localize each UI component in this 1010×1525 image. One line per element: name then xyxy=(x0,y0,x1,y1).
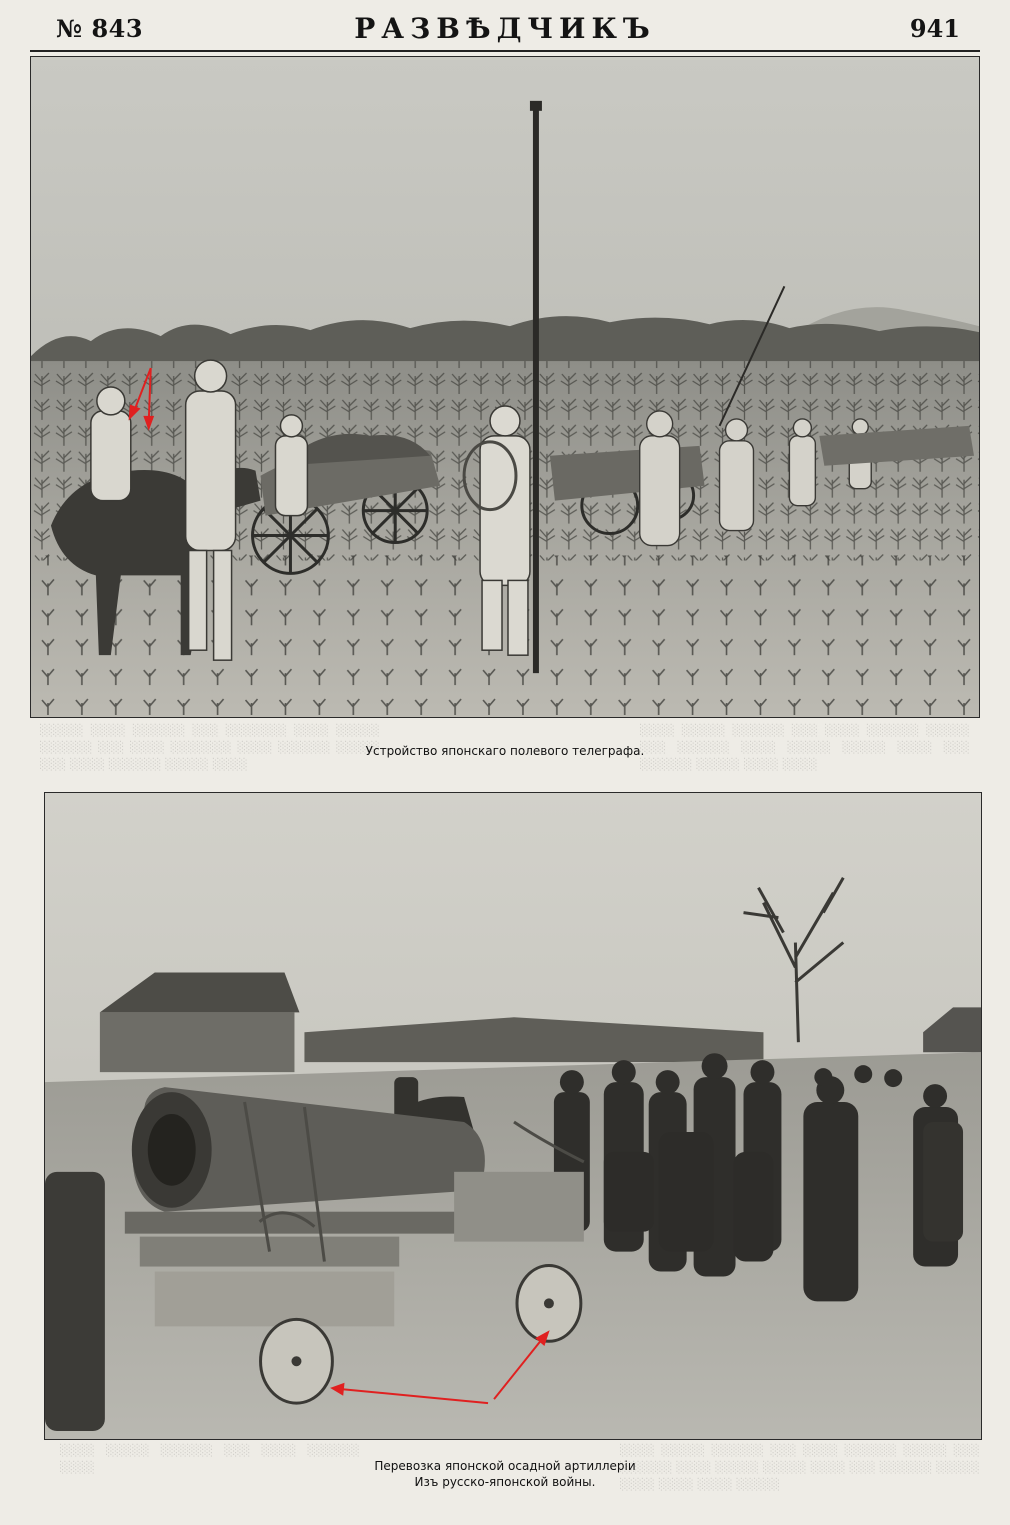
page-header xyxy=(0,0,1010,56)
masthead: РАЗВѢДЧИКЪ xyxy=(354,12,656,45)
show-through-texture: ░░░░░ ░░░░ ░░░░░░ ░░░ ░░░░░░░ ░░░░ ░░░░░ ░░░░░░ ░░░ ░░░░ ░░░░░░░ ░░░░ ░░░░░░ ░░░░░ ░░░ ░░░░ ░░░░░░ ░░░░░ ░░░░ xyxy=(40,724,380,771)
siege-artillery-illustration xyxy=(45,793,981,1439)
field-telegraph-illustration xyxy=(31,57,979,717)
header-rule xyxy=(30,50,980,52)
photo-siege-artillery xyxy=(44,792,982,1440)
caption-field-telegraph: Устройство японскаго полевого телеграфа. xyxy=(365,744,645,758)
photo-field-telegraph xyxy=(30,56,980,718)
show-through-texture-bottom-right: ░░░░ ░░░░░ ░░░░░░ ░░░ ░░░░ ░░░░░░ ░░░░░ ░░░ ░░░░░░ ░░░░ ░░░░░ ░░░░░ ░░░░ ░░░ ░░░░░░ ░░░░░ ░░░░ ░░░░ ░░░░ ░░░░░ xyxy=(620,1444,980,1491)
issue-number: № 843 xyxy=(56,14,144,43)
caption-siege-artillery xyxy=(0,1458,1010,1490)
caption-siege-artillery-line2: Изъ русско-японской войны. xyxy=(414,1475,596,1489)
caption-siege-artillery-line1: Перевозка японской осадной артиллерiи xyxy=(374,1459,636,1473)
page-number: 941 xyxy=(909,14,960,43)
show-through-texture-bottom: ░░░░ ░░░░░ ░░░░░░ ░░░ ░░░░ ░░░░░░ ░░░░ xyxy=(60,1444,360,1474)
show-through-texture-right: ░░░░ ░░░░░ ░░░░░░ ░░░ ░░░░ ░░░░░░ ░░░░░ ░░░ ░░░░░░ ░░░░ ░░░░░ ░░░░░ ░░░░ ░░░ ░░░░░░ ░░░░░ ░░░░ ░░░░ xyxy=(640,724,970,771)
